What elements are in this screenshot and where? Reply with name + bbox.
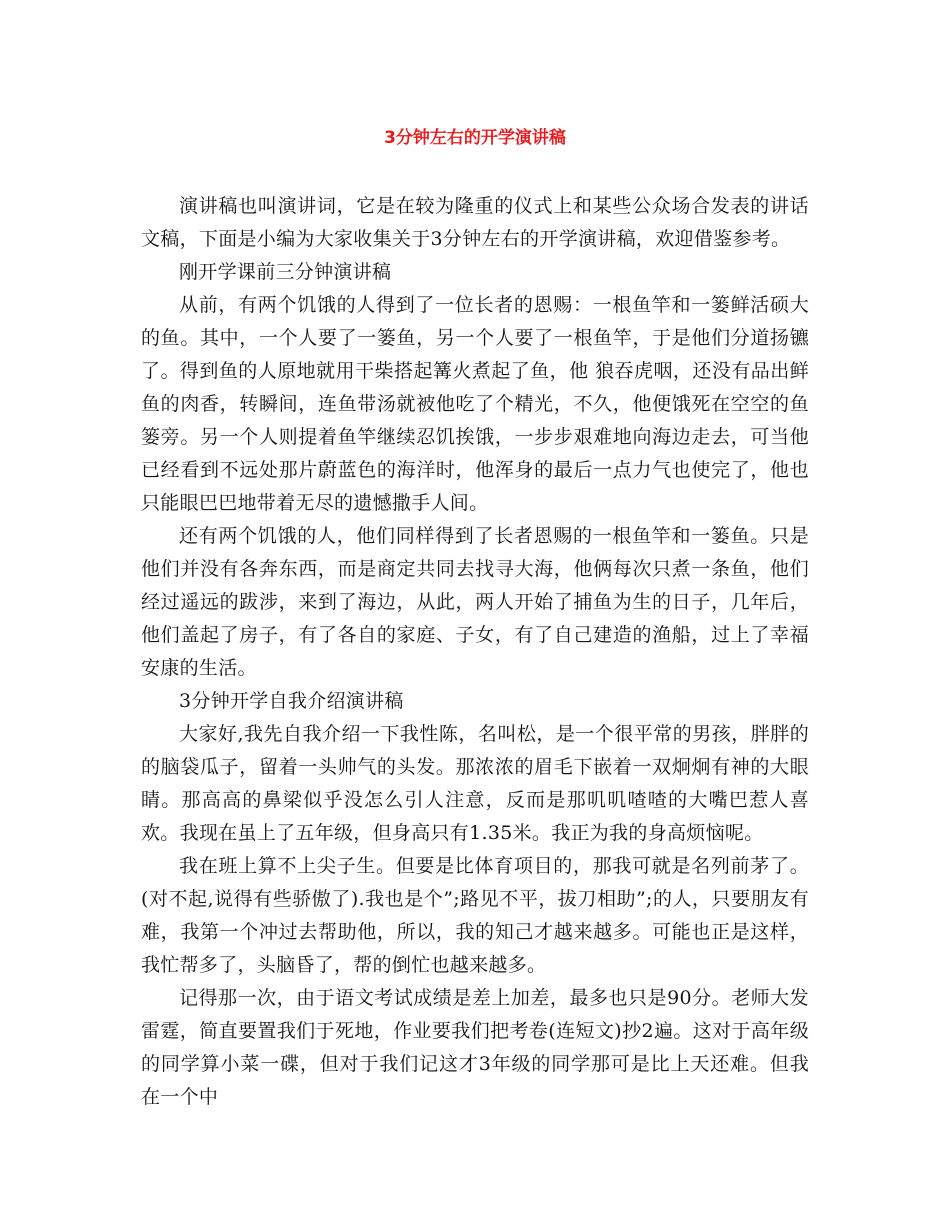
document-body — [141, 190, 809, 1114]
section-heading-first: 刚开学课前三分钟演讲稿 — [179, 261, 392, 283]
section-heading-second: 3分钟开学自我介绍演讲稿 — [179, 690, 404, 712]
self-intro-paragraph-two: 我在班上算不上尖子生。但要是比体育项目的，那我可就是名列前茅了。(对不起,说得有些骄傲了).我也是个”;路见不平，拔刀相助”;的人，只要朋友有难，我第一个冲过去帮助他，所以，我的知己才越来越多。可能也正是这样，我忙帮多了，头脑昏了，帮的倒忙也越来越多。 — [141, 855, 809, 976]
document-title: 3分钟左右的开学演讲稿 — [384, 128, 566, 148]
self-intro-paragraph-one: 大家好,我先自我介绍一下我性陈，名叫松，是一个很平常的男孩，胖胖的的脑袋瓜子，留着一头帅气的头发。那浓浓的眉毛下嵌着一双炯炯有神的大眼睛。那高高的鼻梁似乎没怎么引人注意，反而是那叽叽喳喳的大嘴巴惹人喜欢。我现在虽上了五年级，但身高只有1.35米。我正为我的身高烦恼呢。 — [141, 723, 809, 844]
story-paragraph-two: 还有两个饥饿的人，他们同样得到了长者恩赐的一根鱼竿和一篓鱼。只是他们并没有各奔东西，而是商定共同去找寻大海，他俩每次只煮一条鱼，他们经过遥远的跋涉，来到了海边，从此，两人开始了捕鱼为生的日子，几年后，他们盖起了房子，有了各自的家庭、子女，有了自己建造的渔船，过上了幸福安康的生活。 — [141, 525, 809, 679]
story-paragraph-one: 从前，有两个饥饿的人得到了一位长者的恩赐：一根鱼竿和一篓鲜活硕大的鱼。其中，一个人要了一篓鱼，另一个人要了一根鱼竿，于是他们分道扬镳了。得到鱼的人原地就用干柴搭起篝火煮起了鱼，他 狼吞虎咽，还没有品出鲜鱼的肉香，转瞬间，连鱼带汤就被他吃了个精光，不久，他便饿死在空空的鱼篓旁。另一个人则提着鱼竿继续忍饥挨饿，一步步艰难地向海边走去，可当他已经看到不远处那片蔚蓝色的海洋时，他浑身的最后一点力气也使完了，他也只能眼巴巴地带着无尽的遗憾撒手人间。 — [141, 294, 809, 514]
intro-paragraph: 演讲稿也叫演讲词，它是在较为隆重的仪式上和某些公众场合发表的讲话文稿，下面是小编为大家收集关于3分钟左右的开学演讲稿，欢迎借鉴参考。 — [141, 195, 809, 250]
self-intro-paragraph-three: 记得那一次，由于语文考试成绩是差上加差，最多也只是90分。老师大发雷霆，简直要置我们于死地，作业要我们把考卷(连短文)抄2遍。这对于高年级的同学算小菜一碟，但对于我们记这才3年级的同学那可是比上天还难。但我在一个中 — [141, 987, 809, 1108]
